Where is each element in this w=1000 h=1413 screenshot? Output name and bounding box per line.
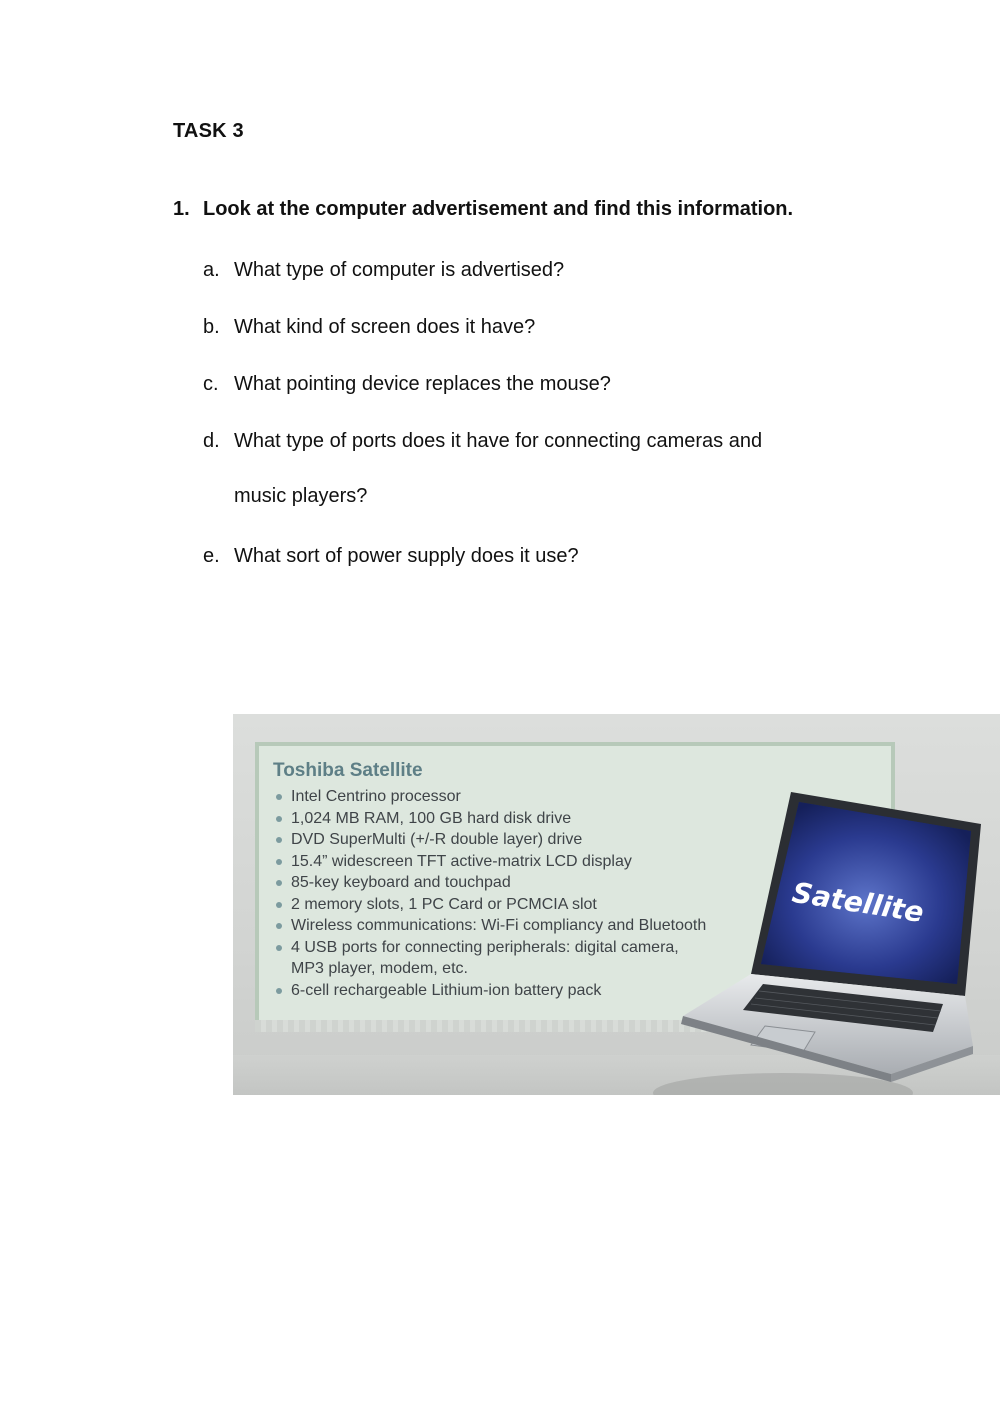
question-letter: b. (203, 316, 220, 338)
feature-text: DVD SuperMulti (+/-R double layer) drive (291, 831, 583, 848)
feature-text: Intel Centrino processor (291, 788, 461, 805)
feature-item (273, 937, 706, 980)
feature-item (273, 829, 706, 851)
question-text: What type of computer is advertised? (234, 259, 565, 281)
bullet-icon (276, 923, 282, 929)
task-title: TASK 3 (173, 120, 244, 142)
bullet-icon (276, 837, 282, 843)
feature-item (273, 808, 706, 830)
instruction-number: 1. (173, 198, 190, 220)
question-d (203, 430, 762, 508)
question-letter: e. (203, 545, 220, 567)
feature-item (273, 980, 706, 1002)
feature-text: 2 memory slots, 1 PC Card or PCMCIA slot (291, 895, 597, 913)
bullet-icon (276, 945, 282, 951)
question-e (203, 545, 579, 568)
laptop-logo: Satellite (789, 875, 926, 930)
question-text: What kind of screen does it have? (234, 316, 536, 338)
feature-item (273, 851, 706, 873)
bullet-icon (276, 902, 282, 908)
instruction (173, 198, 793, 221)
question-a (203, 259, 564, 282)
question-letter: d. (203, 430, 220, 452)
bullet-icon (276, 859, 282, 865)
bullet-icon (276, 988, 282, 994)
bullet-icon (276, 794, 282, 800)
advertisement-title: Toshiba Satellite (273, 760, 423, 781)
feature-text: 4 USB ports for connecting peripherals: digital camera, (291, 938, 679, 956)
question-text: What sort of power supply does it use? (234, 545, 579, 567)
question-c (203, 373, 611, 396)
feature-item (273, 872, 706, 894)
question-text-continued: music players? (234, 485, 368, 507)
feature-text: 1,024 MB RAM, 100 GB hard disk drive (291, 809, 572, 827)
feature-text: 6-cell rechargeable Lithium-ion battery pack (291, 981, 602, 999)
feature-item (273, 915, 706, 937)
feature-text: Wireless communications: Wi-Fi compliancy and Bluetooth (291, 917, 707, 934)
question-letter: c. (203, 373, 219, 395)
question-text: What type of ports does it have for connecting cameras and (234, 430, 763, 452)
bullet-icon (276, 816, 282, 822)
question-b (203, 316, 535, 339)
question-letter: a. (203, 259, 220, 281)
feature-item (273, 894, 706, 916)
laptop-image (673, 784, 983, 1084)
instruction-text: Look at the computer advertisement and find this information. (203, 198, 794, 220)
advertisement-photo (233, 714, 1000, 1095)
feature-text: 15.4” widescreen TFT active-matrix LCD display (291, 852, 632, 870)
question-text: What pointing device replaces the mouse? (234, 373, 611, 395)
feature-list (273, 786, 706, 1001)
bullet-icon (276, 880, 282, 886)
feature-item (273, 786, 706, 808)
feature-text: 85-key keyboard and touchpad (291, 874, 511, 891)
feature-text-continued: MP3 player, modem, etc. (291, 960, 468, 977)
